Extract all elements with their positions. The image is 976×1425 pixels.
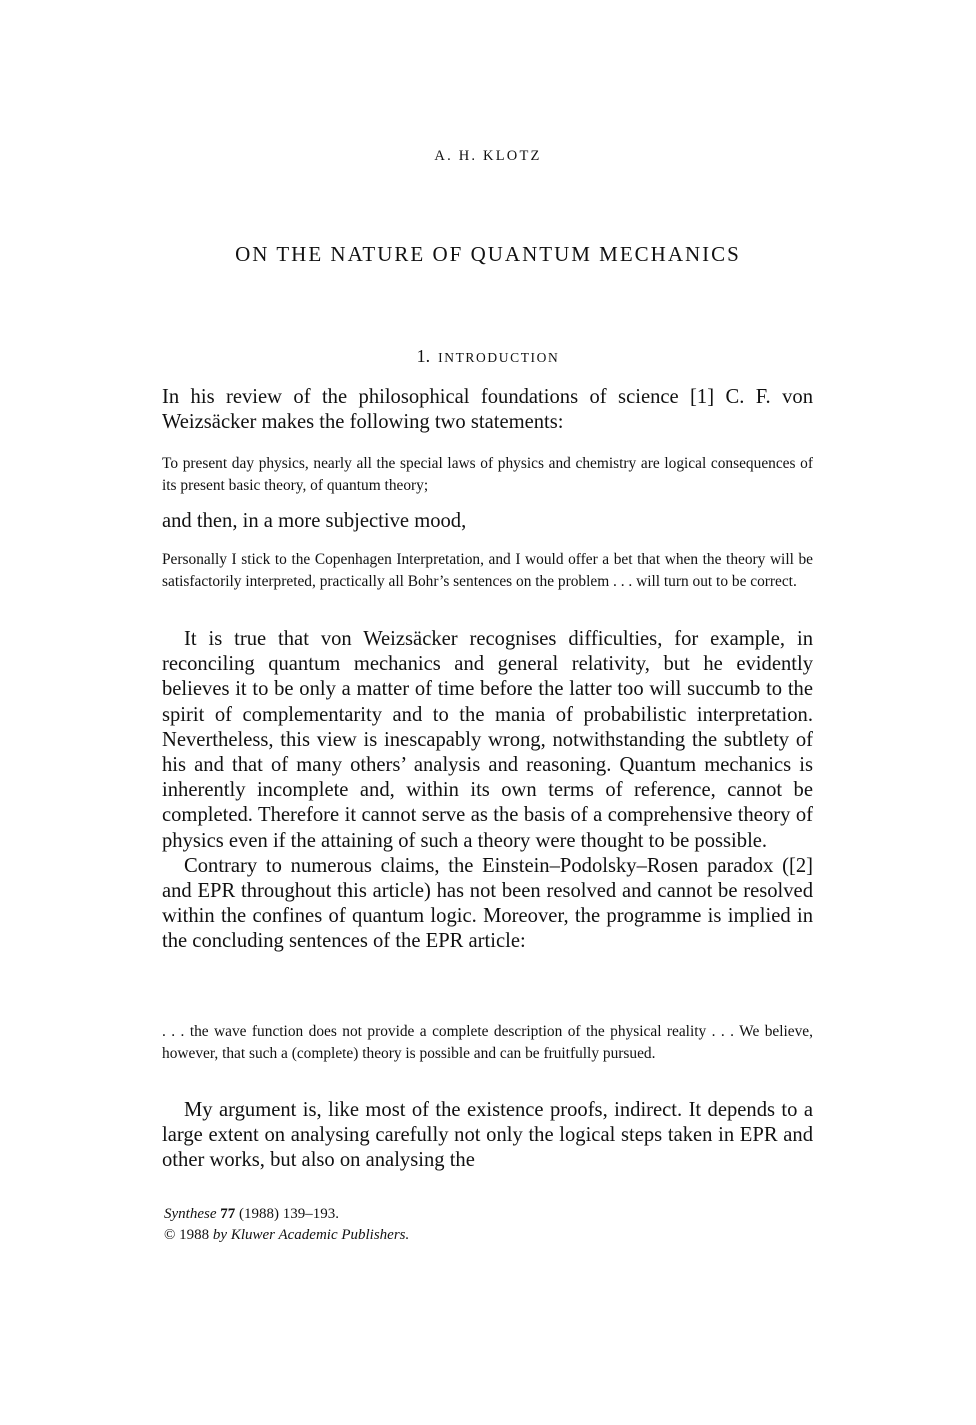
copyright-line — [164, 1225, 409, 1246]
connector-block — [162, 509, 813, 534]
citation-line — [164, 1204, 409, 1225]
journal-volume: 77 — [220, 1206, 236, 1222]
connector-paragraph: and then, in a more subjective mood, — [162, 510, 467, 532]
quote-block-3 — [162, 1021, 813, 1064]
journal-name: Synthese — [164, 1206, 217, 1222]
author-name: A. H. KLOTZ — [434, 148, 542, 164]
quotation-epr: . . . the wave function does not provide a complete description of the physical reality . . . We believe, however, that such a (complete) theory is possible and can be fruitfully pursued. — [162, 1023, 813, 1062]
intro-paragraph: In his review of the philosophical foundations of science [1] C. F. von Weizsäcker makes the following two statements: — [162, 386, 813, 434]
copyright-year: © 1988 — [164, 1227, 210, 1243]
publisher-name: by Kluwer Academic Publishers. — [212, 1227, 410, 1243]
intro-paragraph-block — [162, 385, 813, 435]
section-heading — [0, 346, 976, 367]
body-block-1 — [162, 627, 813, 955]
citation-footer — [164, 1204, 409, 1246]
body-paragraph-3: My argument is, like most of the existence proofs, indirect. It depends to a large extent on analysing carefully not only the logical steps taken in EPR and other works, but also on analysing the — [162, 1099, 813, 1172]
body-paragraph-1: It is true that von Weizsäcker recognises difficulties, for example, in reconciling quantum mechanics and general relativity, but he evidently believes it to be only a matter of time before the latter too will succumb to the spirit of complementarity and to the mania of probabilistic interpretation. Nevertheless, this view is inescapably wrong, notwithstanding the subtlety of his and that of many others’ analysis and reasoning. Quantum mechanics is inherently incomplete and, within its own terms of reference, cannot be completed. Therefore it cannot serve as the basis of a comprehensive theory of physics even if the attaining of such a theory were thought to be possible. — [162, 628, 813, 852]
section-title: INTRODUCTION — [438, 350, 560, 365]
quotation-weizsacker-1: To present day physics, nearly all the special laws of physics and chemistry are logical consequences of its present basic theory, of quantum theory; — [162, 455, 813, 494]
quote-block-1 — [162, 453, 813, 496]
journal-citation: (1988) 139–193. — [238, 1206, 339, 1222]
body-paragraph-2: Contrary to numerous claims, the Einstein–Podolsky–Rosen paradox ([2] and EPR throughout this article) has not been resolved and cannot be resolved within the confines of quantum logic. Moreover, the programme is implied in the concluding sentences of the EPR article: — [162, 854, 813, 953]
quotation-weizsacker-2: Personally I stick to the Copenhagen Interpretation, and I would offer a bet that when the theory will be satisfactorily interpreted, practically all Bohr’s sentences on the problem . . . will turn out to be correct. — [162, 551, 813, 590]
article-title: ON THE NATURE OF QUANTUM MECHANICS — [235, 242, 741, 266]
quote-block-2 — [162, 549, 813, 592]
section-number: 1. — [416, 346, 431, 366]
body-block-2 — [162, 1098, 813, 1174]
